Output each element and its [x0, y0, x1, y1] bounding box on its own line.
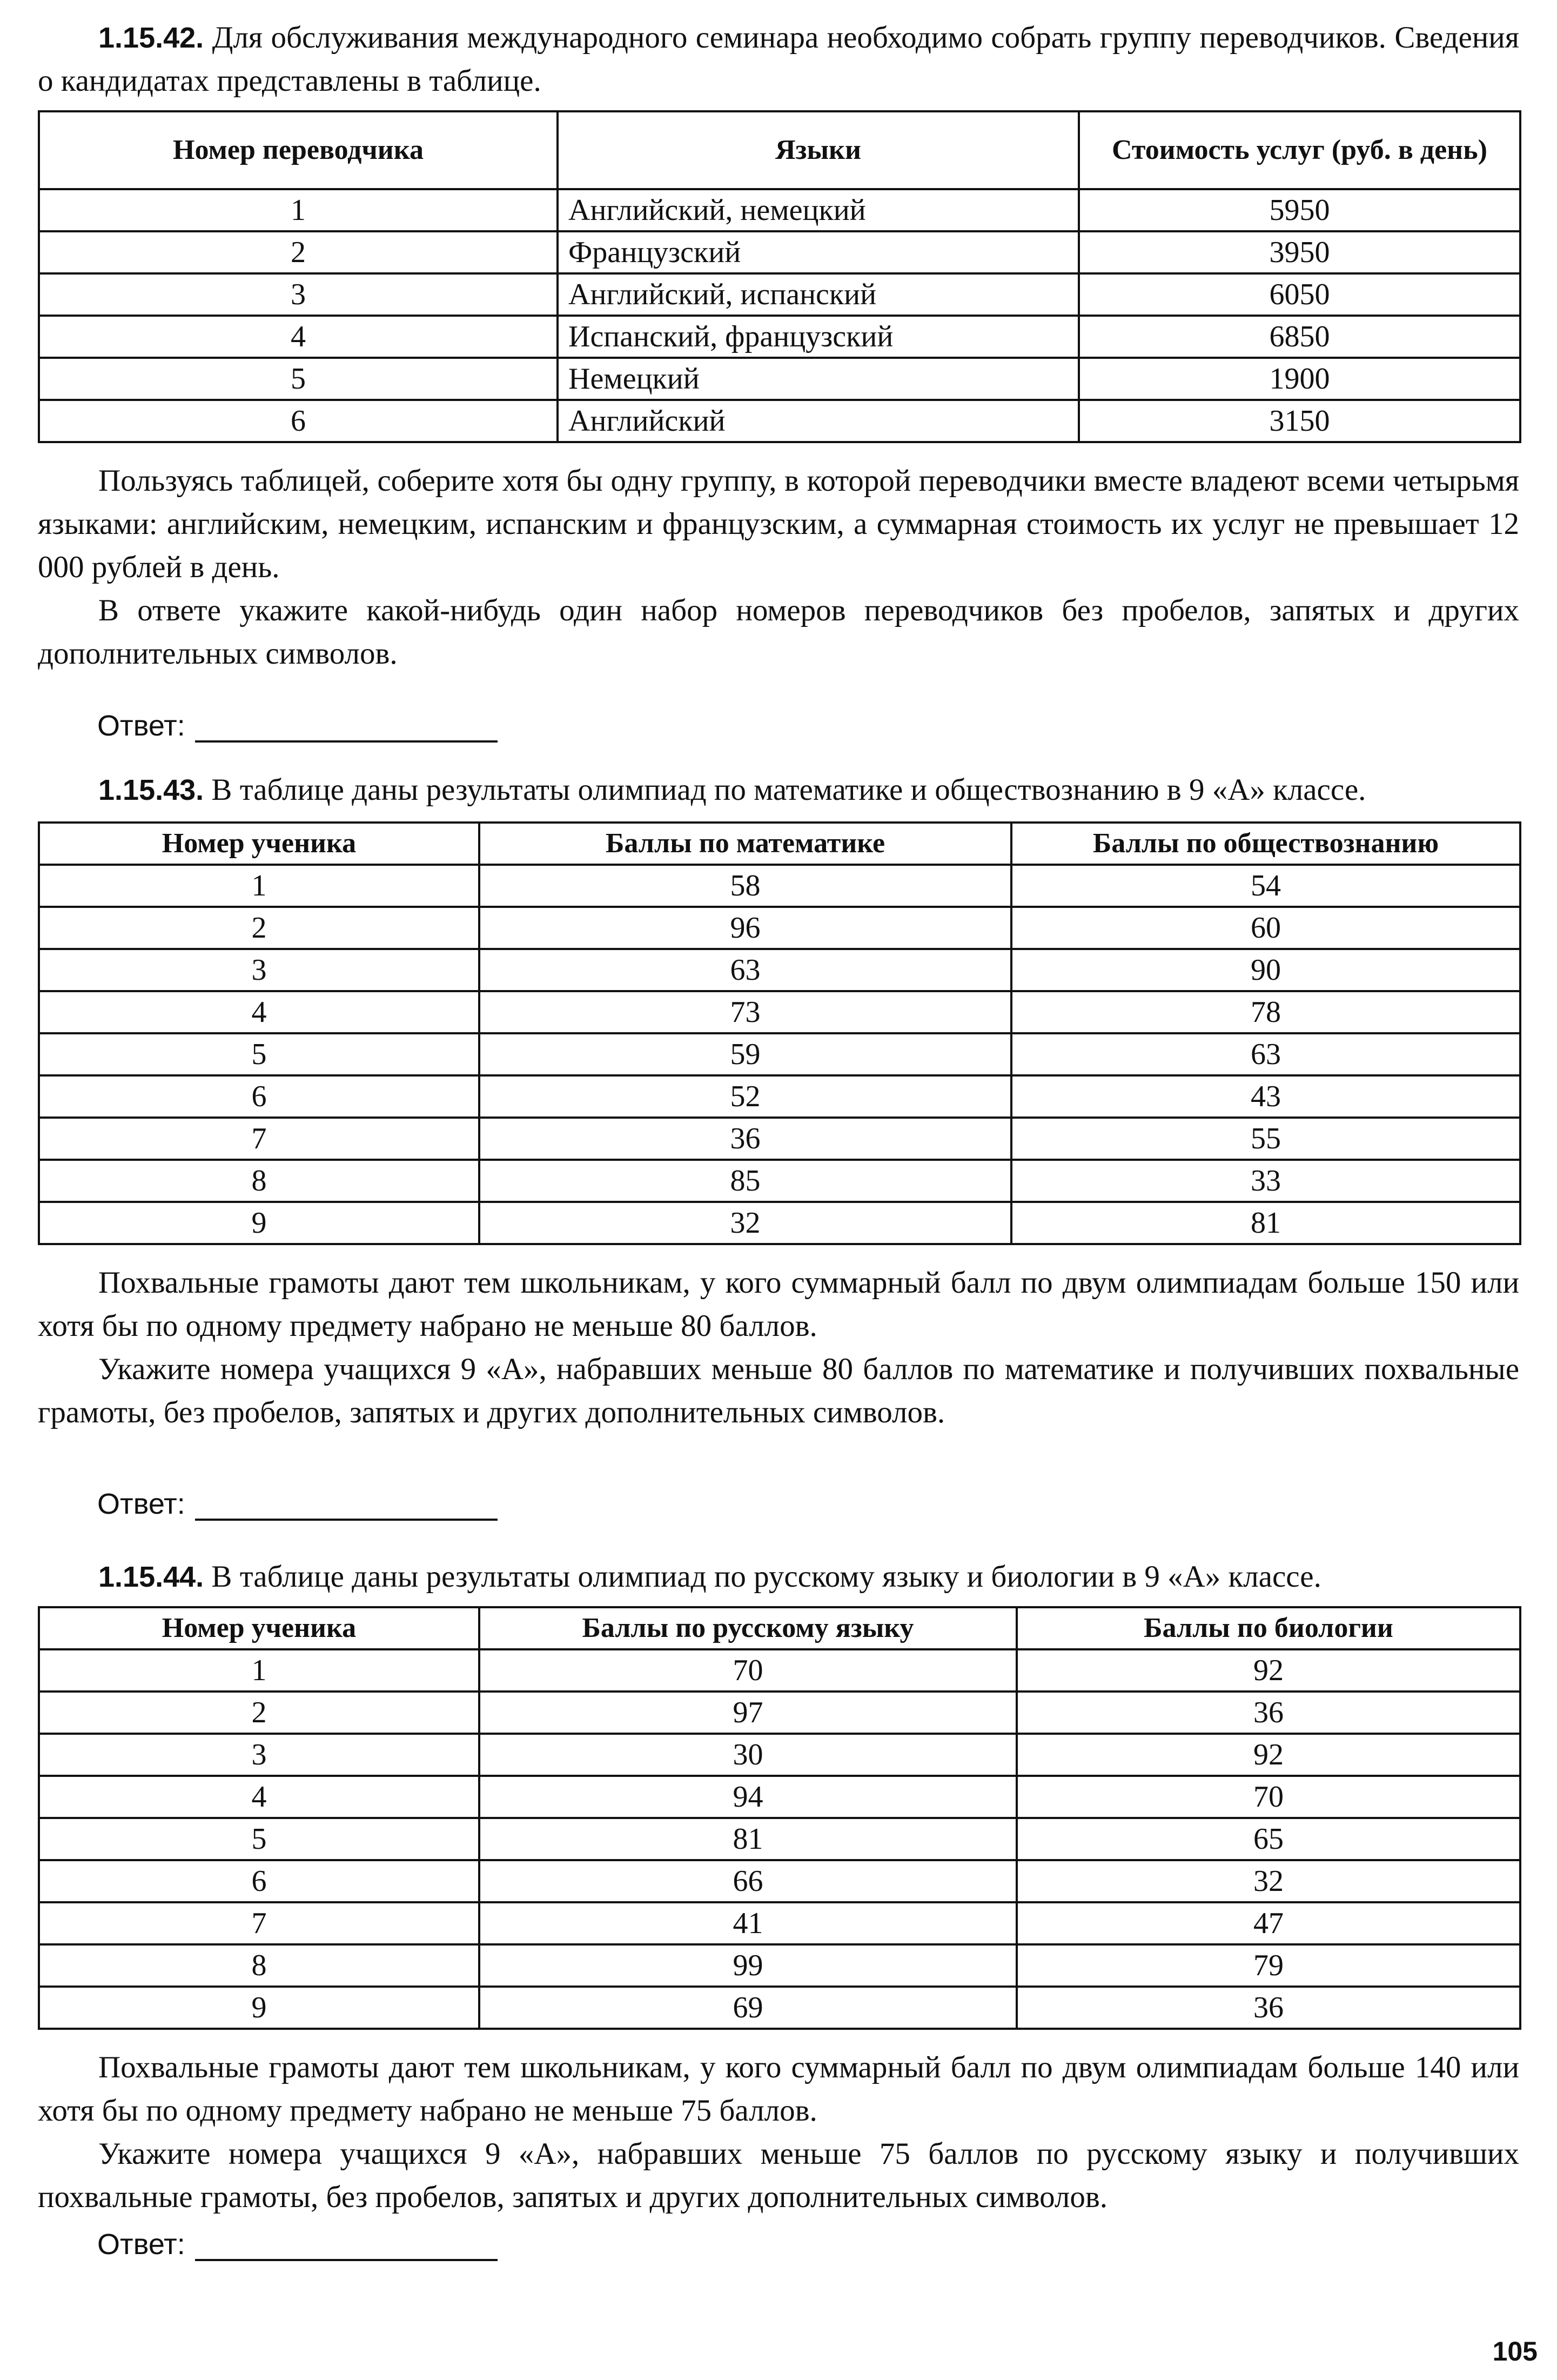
problem-condition: Пользуясь таблицей, соберите хотя бы одну группу, в которой переводчики вместе владеют всеми четырьмя языками: английским, немецким, испанским и французским, а суммарная стоимость их услуг не превышает 12 000 рублей в день. [38, 464, 1519, 584]
table-row [39, 1776, 1520, 1818]
table-cell: 7 [39, 1118, 479, 1160]
table-cell: 52 [479, 1075, 1011, 1118]
table-cell: Испанский, французский [558, 316, 1079, 358]
table-cell: 78 [1011, 991, 1520, 1033]
table-cell: 9 [39, 1987, 479, 2029]
problem-condition: Похвальные грамоты дают тем школьникам, у кого суммарный балл по двум олимпиадам больше 150 или хотя бы по одному предмету набрано не меньше 80 баллов. [38, 1266, 1519, 1343]
table-cell: 63 [479, 949, 1011, 991]
answer-field[interactable] [97, 709, 498, 743]
problem-number: 1.15.44. [98, 1561, 204, 1593]
russian-biology-table [38, 1606, 1521, 2030]
table-cell: 6 [39, 1075, 479, 1118]
table-cell: 81 [479, 1818, 1017, 1860]
problem-intro-text: В таблице даны результаты олимпиад по математике и обществознанию в 9 «А» классе. [211, 773, 1366, 807]
table-cell: 81 [1011, 1202, 1520, 1244]
table-row [39, 358, 1520, 400]
column-header: Стоимость услуг (руб. в день) [1079, 111, 1520, 189]
table-cell: 4 [39, 991, 479, 1033]
column-header: Баллы по обществознанию [1011, 823, 1520, 865]
table-row [39, 1818, 1520, 1860]
table-cell: 1 [39, 1649, 479, 1692]
table-cell: 32 [479, 1202, 1011, 1244]
table-row [39, 1033, 1520, 1075]
table-cell: 3 [39, 1734, 479, 1776]
table-cell: 6050 [1079, 273, 1520, 316]
table-cell: 8 [39, 1160, 479, 1202]
table-cell: Английский, испанский [558, 273, 1079, 316]
page-number: 105 [1492, 2336, 1538, 2366]
table-cell: 5 [39, 358, 558, 400]
column-header: Номер переводчика [39, 111, 558, 189]
table-cell: 8 [39, 1944, 479, 1987]
table-cell: 70 [1017, 1776, 1520, 1818]
answer-field[interactable] [97, 1487, 498, 1521]
table-row [39, 949, 1520, 991]
table-cell: 4 [39, 316, 558, 358]
problem-instruction: Укажите номера учащихся 9 «А», набравших меньше 80 баллов по математике и получивших похвальные грамоты, без пробелов, запятых и других дополнительных символов. [38, 1352, 1519, 1429]
table-cell: 1900 [1079, 358, 1520, 400]
table-header-row [39, 1607, 1520, 1649]
table-row [39, 1734, 1520, 1776]
table-cell: 43 [1011, 1075, 1520, 1118]
table-header-row [39, 823, 1520, 865]
table-cell: 47 [1017, 1902, 1520, 1944]
table-cell: 79 [1017, 1944, 1520, 1987]
table-cell: 6 [39, 1860, 479, 1902]
problem-number: 1.15.42. [98, 22, 204, 54]
table-row [39, 1944, 1520, 1987]
table-cell: 4 [39, 1776, 479, 1818]
table-cell: 2 [39, 231, 558, 273]
answer-label: Ответ: [97, 2228, 185, 2261]
table-cell: 94 [479, 1776, 1017, 1818]
table-cell: 9 [39, 1202, 479, 1244]
table-cell: 32 [1017, 1860, 1520, 1902]
table-cell: Английский [558, 400, 1079, 442]
table-cell: 1 [39, 865, 479, 907]
table-cell: 6850 [1079, 316, 1520, 358]
table-cell: 90 [1011, 949, 1520, 991]
table-cell: Французский [558, 231, 1079, 273]
table-cell: 7 [39, 1902, 479, 1944]
answer-label: Ответ: [97, 1488, 185, 1520]
table-cell: 2 [39, 1692, 479, 1734]
problem-instruction: В ответе укажите какой-нибудь один набор номеров переводчиков без пробелов, запятых и других дополнительных символов. [38, 593, 1519, 671]
table-header-row [39, 111, 1520, 189]
table-row [39, 1160, 1520, 1202]
table-cell: 73 [479, 991, 1011, 1033]
table-row [39, 1202, 1520, 1244]
table-cell: 92 [1017, 1734, 1520, 1776]
table-cell: 66 [479, 1860, 1017, 1902]
table-row [39, 1075, 1520, 1118]
problem-1-15-43 [38, 768, 1519, 1434]
table-row [39, 273, 1520, 316]
table-cell: 3950 [1079, 231, 1520, 273]
problem-intro [38, 768, 1519, 812]
answer-line[interactable] [195, 2234, 498, 2261]
table-row [39, 991, 1520, 1033]
table-cell: Немецкий [558, 358, 1079, 400]
table-cell: 36 [1017, 1987, 1520, 2029]
problem-intro-text: Для обслуживания международного семинара необходимо собрать группу переводчиков. Сведения о кандидатах представлены в таблице. [38, 21, 1519, 98]
table-cell: 54 [1011, 865, 1520, 907]
table-cell: 5950 [1079, 189, 1520, 231]
table-cell: 55 [1011, 1118, 1520, 1160]
table-cell: 58 [479, 865, 1011, 907]
table-row [39, 1987, 1520, 2029]
problem-intro [38, 1555, 1519, 1599]
problem-intro-text: В таблице даны результаты олимпиад по русскому языку и биологии в 9 «А» классе. [211, 1560, 1321, 1594]
translators-table [38, 110, 1521, 443]
problem-1-15-44 [38, 1555, 1519, 2219]
table-cell: 69 [479, 1987, 1017, 2029]
problem-condition: Похвальные грамоты дают тем школьникам, у кого суммарный балл по двум олимпиадам больше 140 или хотя бы по одному предмету набрано не меньше 75 баллов. [38, 2050, 1519, 2128]
table-cell: 3150 [1079, 400, 1520, 442]
table-row [39, 1649, 1520, 1692]
table-cell: 6 [39, 400, 558, 442]
table-cell: 60 [1011, 907, 1520, 949]
table-row [39, 865, 1520, 907]
problem-1-15-42 [38, 16, 1519, 676]
table-row [39, 231, 1520, 273]
table-row [39, 189, 1520, 231]
column-header: Баллы по математике [479, 823, 1011, 865]
problem-instruction: Укажите номера учащихся 9 «А», набравших меньше 75 баллов по русскому языку и получивших похвальные грамоты, без пробелов, запятых и других дополнительных символов. [38, 2137, 1519, 2214]
table-cell: 65 [1017, 1818, 1520, 1860]
table-cell: 3 [39, 949, 479, 991]
table-cell: 96 [479, 907, 1011, 949]
problem-number: 1.15.43. [98, 774, 204, 806]
answer-line[interactable] [195, 1494, 498, 1521]
table-cell: 36 [479, 1118, 1011, 1160]
table-cell: 99 [479, 1944, 1017, 1987]
table-cell: 70 [479, 1649, 1017, 1692]
table-cell: 5 [39, 1818, 479, 1860]
table-row [39, 1692, 1520, 1734]
table-row [39, 400, 1520, 442]
table-cell: 63 [1011, 1033, 1520, 1075]
table-cell: 92 [1017, 1649, 1520, 1692]
column-header: Баллы по русскому языку [479, 1607, 1017, 1649]
table-row [39, 1902, 1520, 1944]
table-cell: 30 [479, 1734, 1017, 1776]
table-row [39, 1118, 1520, 1160]
table-cell: 36 [1017, 1692, 1520, 1734]
column-header: Номер ученика [39, 1607, 479, 1649]
answer-line[interactable] [195, 716, 498, 743]
table-cell: 59 [479, 1033, 1011, 1075]
math-social-table [38, 821, 1521, 1245]
table-cell: Английский, немецкий [558, 189, 1079, 231]
table-row [39, 316, 1520, 358]
table-cell: 97 [479, 1692, 1017, 1734]
table-row [39, 1860, 1520, 1902]
table-cell: 33 [1011, 1160, 1520, 1202]
table-row [39, 907, 1520, 949]
answer-label: Ответ: [97, 710, 185, 742]
table-cell: 85 [479, 1160, 1011, 1202]
table-cell: 1 [39, 189, 558, 231]
table-cell: 2 [39, 907, 479, 949]
table-cell: 5 [39, 1033, 479, 1075]
table-cell: 3 [39, 273, 558, 316]
problem-intro [38, 16, 1519, 103]
table-cell: 41 [479, 1902, 1017, 1944]
column-header: Языки [558, 111, 1079, 189]
answer-field[interactable] [97, 2228, 498, 2261]
column-header: Баллы по биологии [1017, 1607, 1520, 1649]
column-header: Номер ученика [39, 823, 479, 865]
